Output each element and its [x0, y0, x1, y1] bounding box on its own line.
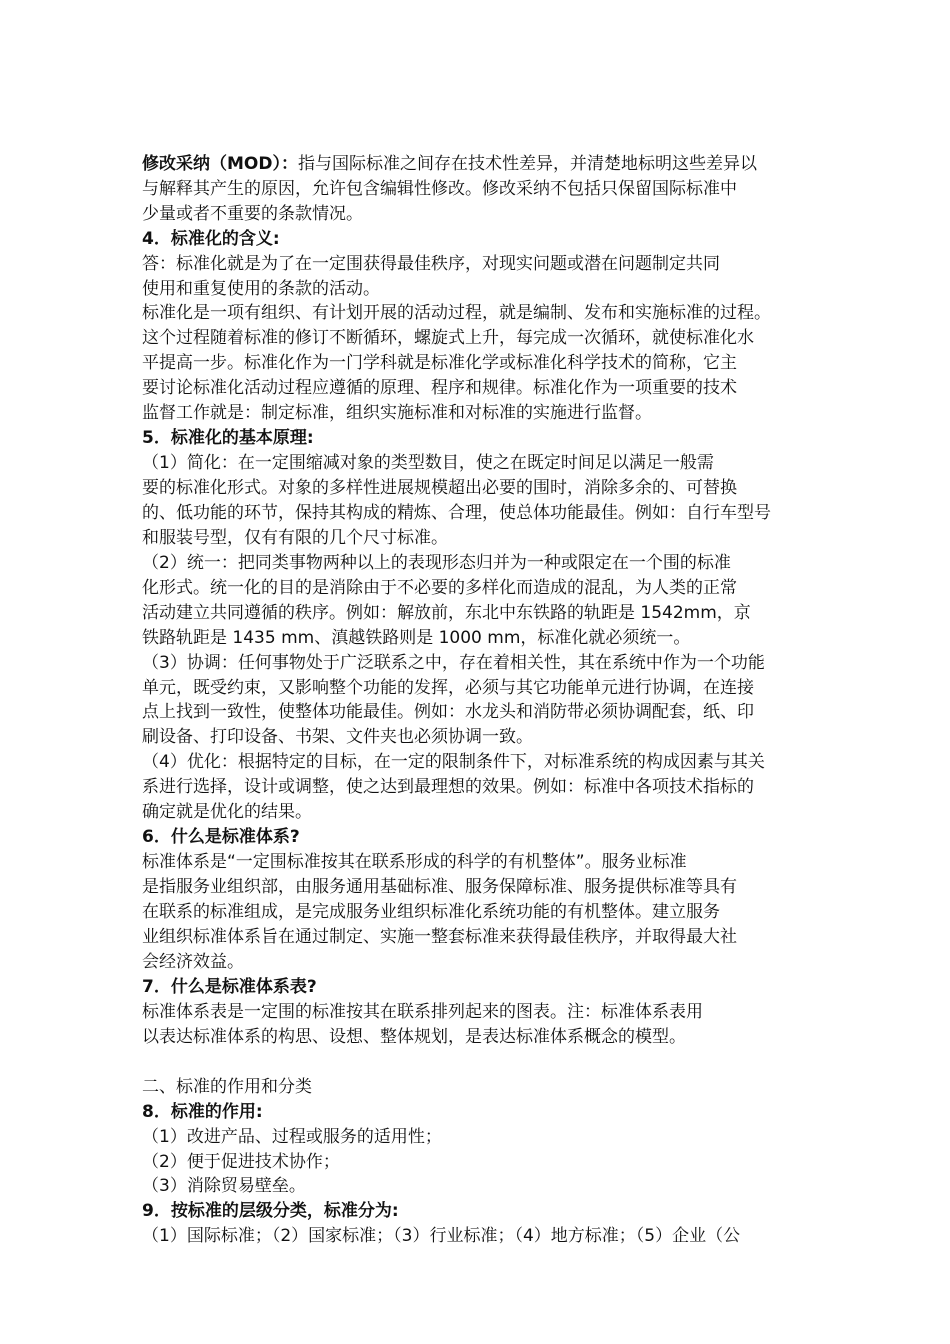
paragraph-line: 和服装号型，仅有有限的几个尺寸标准。 [142, 528, 448, 548]
section-heading: 7．什么是标准体系表? [142, 977, 317, 997]
paragraph-line: 会经济效益。 [142, 952, 244, 972]
paragraph-line: 刷设备、打印设备、书架、文件夹也必须协调一致。 [142, 727, 533, 747]
paragraph-line: 答：标准化就是为了在一定围获得最佳秩序，对现实问题或潜在问题制定共同 [142, 254, 720, 274]
list-item: （1）改进产品、过程或服务的适用性； [142, 1127, 442, 1147]
paragraph-line: 标准体系是“一定围标准按其在联系形成的科学的有机整体”。服务业标准 [142, 852, 687, 872]
paragraph-line: 确定就是优化的结果。 [142, 802, 312, 822]
paragraph-line: 平提高一步。标准化作为一门学科就是标准化学或标准化科学技术的简称，它主 [142, 353, 737, 373]
paragraph-line: 活动建立共同遵循的秩序。例如：解放前，东北中东铁路的轨距是 1542mm，京 [142, 603, 751, 623]
list-item: （3）消除贸易壁垒。 [142, 1176, 306, 1196]
term-definition: 指与国际标准之间存在技术性差异，并清楚地标明这些差异以 [297, 154, 757, 174]
paragraph-line: 在联系的标准组成，是完成服务业组织标准化系统功能的有机整体。建立服务 [142, 902, 720, 922]
paragraph-line: 是指服务业组织部，由服务通用基础标准、服务保障标准、服务提供标准等具有 [142, 877, 737, 897]
section-heading: 4．标准化的含义: [142, 229, 280, 249]
paragraph-line: 系进行选择，设计或调整，使之达到最理想的效果。例如：标准中各项技术指标的 [142, 777, 754, 797]
paragraph-line: 监督工作就是：制定标准，组织实施标准和对标准的实施进行监督。 [142, 403, 652, 423]
paragraph-line: 这个过程随着标准的修订不断循环，螺旋式上升，每完成一次循环，就使标准化水 [142, 328, 754, 348]
paragraph-line: 标准化是一项有组织、有计划开展的活动过程，就是编制、发布和实施标准的过程。 [142, 303, 771, 323]
paragraph-line: （4）优化：根据特定的目标，在一定的限制条件下，对标准系统的构成因素与其关 [142, 752, 765, 772]
section-heading: 5．标准化的基本原理: [142, 428, 314, 448]
paragraph-line: 化形式。统一化的目的是消除由于不必要的多样化而造成的混乱，为人类的正常 [142, 578, 737, 598]
paragraph-line: 以表达标准体系的构思、设想、整体规划，是表达标准体系概念的模型。 [142, 1027, 686, 1047]
paragraph-line: 要讨论标准化活动过程应遵循的原理、程序和规律。标准化作为一项重要的技术 [142, 378, 737, 398]
paragraph-line: 点上找到一致性，使整体功能最佳。例如：水龙头和消防带必须协调配套，纸、印 [142, 702, 754, 722]
list-item: （1）国际标准；（2）国家标准；（3）行业标准；（4）地方标准；（5）企业（公 [142, 1226, 741, 1246]
paragraph-line: 少量或者不重要的条款情况。 [142, 204, 363, 224]
paragraph-line [142, 152, 757, 176]
term-label: 修改采纳（MOD）： [142, 154, 298, 174]
paragraph-line: 的、低功能的环节，保持其构成的精炼、合理，使总体功能最佳。例如：自行车型号 [142, 503, 771, 523]
paragraph-line: （2）统一：把同类事物两种以上的表现形态归并为一种或限定在一个围的标准 [142, 553, 731, 573]
section-heading: 9．按标准的层级分类，标准分为: [142, 1201, 399, 1221]
paragraph-line: （1）简化：在一定围缩减对象的类型数目，使之在既定时间足以满足一般需 [142, 453, 714, 473]
paragraph-line: 单元，既受约束，又影响整个功能的发挥，必须与其它功能单元进行协调，在连接 [142, 678, 754, 698]
section-heading: 6．什么是标准体系? [142, 827, 300, 847]
chapter-heading: 二、标准的作用和分类 [142, 1077, 312, 1097]
section-heading: 8．标准的作用: [142, 1102, 263, 1122]
list-item: （2）便于促进技术协作； [142, 1152, 340, 1172]
paragraph-line: 铁路轨距是 1435 mm、滇越铁路则是 1000 mm，标准化就必须统一。 [142, 628, 691, 648]
paragraph-line: 要的标准化形式。对象的多样性进展规模超出必要的围时，消除多余的、可替换 [142, 478, 737, 498]
paragraph-line: 业组织标准体系旨在通过制定、实施一整套标准来获得最佳秩序，并取得最大社 [142, 927, 737, 947]
paragraph-line: 与解释其产生的原因，允许包含编辑性修改。修改采纳不包括只保留国际标准中 [142, 179, 737, 199]
paragraph-line: （3）协调：任何事物处于广泛联系之中，存在着相关性，其在系统中作为一个功能 [142, 653, 765, 673]
paragraph-line: 使用和重复使用的条款的活动。 [142, 279, 380, 299]
paragraph-line: 标准体系表是一定围的标准按其在联系排列起来的图表。注：标准体系表用 [142, 1002, 703, 1022]
